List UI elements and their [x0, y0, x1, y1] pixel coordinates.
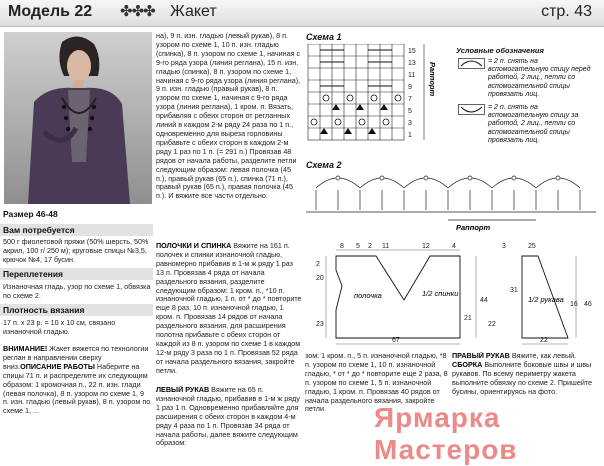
cable-right-symbol-icon	[458, 104, 486, 116]
garment-title: Жакет	[170, 3, 217, 20]
row-number: 13	[408, 60, 416, 67]
attention-text: Жакет вяжется по технологии реглан в направлении сверху вниз.	[3, 345, 149, 371]
description-label: ОПИСАНИЕ РАБОТЫ	[20, 361, 95, 371]
decrease-marks	[320, 104, 388, 134]
left-sleeve-text	[156, 386, 302, 458]
dim-label: 22	[488, 321, 496, 328]
pattern-diagram	[306, 240, 600, 350]
legend-text-2: = 2 п. снять на вспомогательную спицу за работой, 2 лиц., петли со вспомогательной спицы провязать лиц.	[488, 104, 579, 144]
back-label: 1/2 спинки	[422, 289, 459, 298]
scheme1-chart	[306, 44, 446, 156]
legend-title: Условные обозначения	[456, 46, 544, 55]
rapport-horizontal-label: Раппорт	[456, 223, 491, 232]
scheme2-chart	[306, 168, 600, 238]
dim-label: 23	[316, 321, 324, 328]
dim-label: 25	[528, 243, 536, 250]
fronts-back-text	[156, 242, 302, 384]
materials-text: 500 г фиолетовой пряжи (50% шерсть, 50% акрил, 100 г/ 250 м); круговые спицы №3,5, крючок №4, 17 бусин.	[3, 237, 149, 264]
stitch-posts	[316, 190, 580, 210]
raglan-text: на), 9 п. изн. гладью (левый рукав), 8 п. узором по схеме 1, 10 п. изн. гладью (спинка), 8 п. узором по схеме 1, начиная с 9-го ряда узора (линия реглана), 15 п. изн. гладью (спинка), 8 п. узором по схеме 1, начиная с 9-го ряда узора (линия реглана), 9 п. изн. гладью (правый рукав), 8 п. узором по схеме 1, начиная с 9-го ряда узора (линия реглана), 1 кром. п. Вязать, прибавляя с обеих сторон от регланных линий в каждом 2-м ряду 24 раза по 1 п., одновременно для выреза горловины прибавьте с обеих сторон в каждом 2-м ряду 1 раз по 1 п. (= 291 п.) Провязав 48 рядов от начала работы, разделите петли следующим образом: левая полочка (45 п.), правый рукав (65 п.), спинка (71 п.), правый рукав (65 п.), правая полочка (45 п.). И вяжите все части отдельно.	[156, 32, 301, 201]
dim-label: 16	[570, 301, 578, 308]
scheme1-grid	[308, 44, 404, 140]
dim-label: 22	[540, 337, 548, 344]
left-sleeve-label: ЛЕВЫЙ РУКАВ	[156, 386, 210, 394]
shelf-label: полочка	[354, 291, 382, 300]
model-photo	[4, 32, 152, 204]
dim-label: 67	[392, 337, 400, 344]
legend-text-1: = 2 п. снять на вспомогательную спицу перед работой, 2 лиц., петли со вспомогательной спицы провязать лиц.	[488, 58, 591, 98]
dim-label: 11	[382, 243, 390, 250]
weave-title: Переплетения	[0, 268, 153, 280]
row-number: 15	[408, 48, 416, 55]
right-sleeve-label: ПРАВЫЙ РУКАВ	[452, 352, 510, 360]
row-number: 5	[408, 108, 412, 115]
density-text: 17 п. x 23 р. = 10 x 10 см, связано изнаночной гладью.	[3, 318, 116, 336]
dim-label: 46	[584, 301, 592, 308]
ornament-icon: ✤✤✤	[120, 3, 155, 20]
assembly-body: Выполните боковые швы и швы рукавов. По всему периметру жакета выполните обвязку по схеме 2. Пришейте бусины, ориентируясь на фото.	[452, 359, 593, 396]
scheme2-title: Схема 2	[306, 160, 342, 170]
woman-in-jacket-illustration	[4, 32, 152, 204]
dim-label: 2	[316, 261, 320, 268]
dim-label: 5	[356, 243, 360, 250]
dim-label: 12	[422, 243, 430, 250]
description-body: Наберите на спицы 71 п. и распределите их следующим образом: 1 кромочная п., 22 п. изн. глади (левая полочка), 8 п. узором по схеме 1, 9 п. изн. гладью (левый рукав), 8 п. узором по схеме 1, ...	[3, 361, 151, 416]
dim-label: 44	[480, 297, 488, 304]
cable-left-symbol-icon	[458, 58, 486, 70]
dim-label: 2	[368, 243, 372, 250]
attention-label: ВНИМАНИЕ!	[3, 345, 48, 353]
picot-marks	[336, 176, 560, 180]
dim-label: 21	[464, 315, 472, 322]
right-sleeve-body: Вяжите, как левый.	[509, 352, 577, 360]
dim-label: 31	[510, 287, 518, 294]
model-title: Модель 22	[8, 3, 93, 20]
dim-label: 4	[452, 243, 456, 250]
row-number: 3	[408, 120, 412, 127]
watermark: Ярмарка Мастеров	[374, 402, 518, 465]
dim-label: 3	[502, 243, 506, 250]
rapport-vertical-label: Раппорт	[428, 62, 437, 97]
row-number: 1	[408, 132, 412, 139]
scheme1-title: Схема 1	[306, 32, 342, 42]
dim-label: 8	[340, 243, 344, 250]
page-header	[0, 0, 604, 27]
edging-arches	[316, 178, 580, 188]
row-number: 7	[408, 96, 412, 103]
description-text	[3, 345, 151, 457]
page-number: стр. 43	[541, 3, 592, 20]
row-number: 11	[408, 72, 416, 79]
size-label: Размер 46-48	[3, 209, 58, 219]
sleeve-continuation-text: зом: 1 кром. п., 5 п. изнаночной гладью, *8 п. узором по схеме 1, 10 п. изнаночной гладью, * от * до * повторите еще 2 раза, 8 п. узором по схеме 1, 5 п. изнаночной гладью, 1 кром. п. Провязав 40 рядов от начала раздельного вязания, закройте петли.	[305, 352, 448, 414]
sleeve-label: 1/2 рукава	[528, 295, 564, 304]
fronts-back-label: ПОЛОЧКИ И СПИНКА	[156, 242, 232, 250]
row-number: 9	[408, 84, 412, 91]
density-title: Плотность вязания	[0, 304, 153, 316]
dim-label: 20	[316, 275, 324, 282]
weave-text: Изнаночная гладь, узор по схеме 1, обвязка по схеме 2.	[3, 282, 151, 300]
left-sleeve-body: Вяжите на 65 п. изнаночной гладью, прибавив в 1-м ж ряду 1 раз 1 п. Одновременно прибавляйте для расширения с обеих сторон в каждом 4-м ряду 4 раза по 1 п. Провязав 34 ряда от начала работы, далее вяжите следующим образом:	[156, 386, 300, 448]
materials-title: Вам потребуется	[0, 224, 153, 236]
fronts-back-body: Вяжите на 161 п. полочек и спинки изнаночной гладью, равномерно прибавив в 1-м ж ряду 1 раз 13 п. Провязав 4 ряда от начала раздельного вязания, разделите следующим образом: 1 кром. п., *10 п. изнаночной гладью, 1 п. от * до * повторите еще 8 раз, 10 п. изнаночной гладью, 1 кром. п. Провязав 14 рядов от начала раздельного вязания, для расширения полотна прибавьте с обеих сторон от каждой из 8 п. узором по схеме 1 в каждом 12-м ряду 3 раза по 1 п. Провязав 52 ряда от начала раздельного вязания, закройте петли.	[156, 242, 302, 375]
assembly-label: СБОРКА	[452, 359, 483, 369]
